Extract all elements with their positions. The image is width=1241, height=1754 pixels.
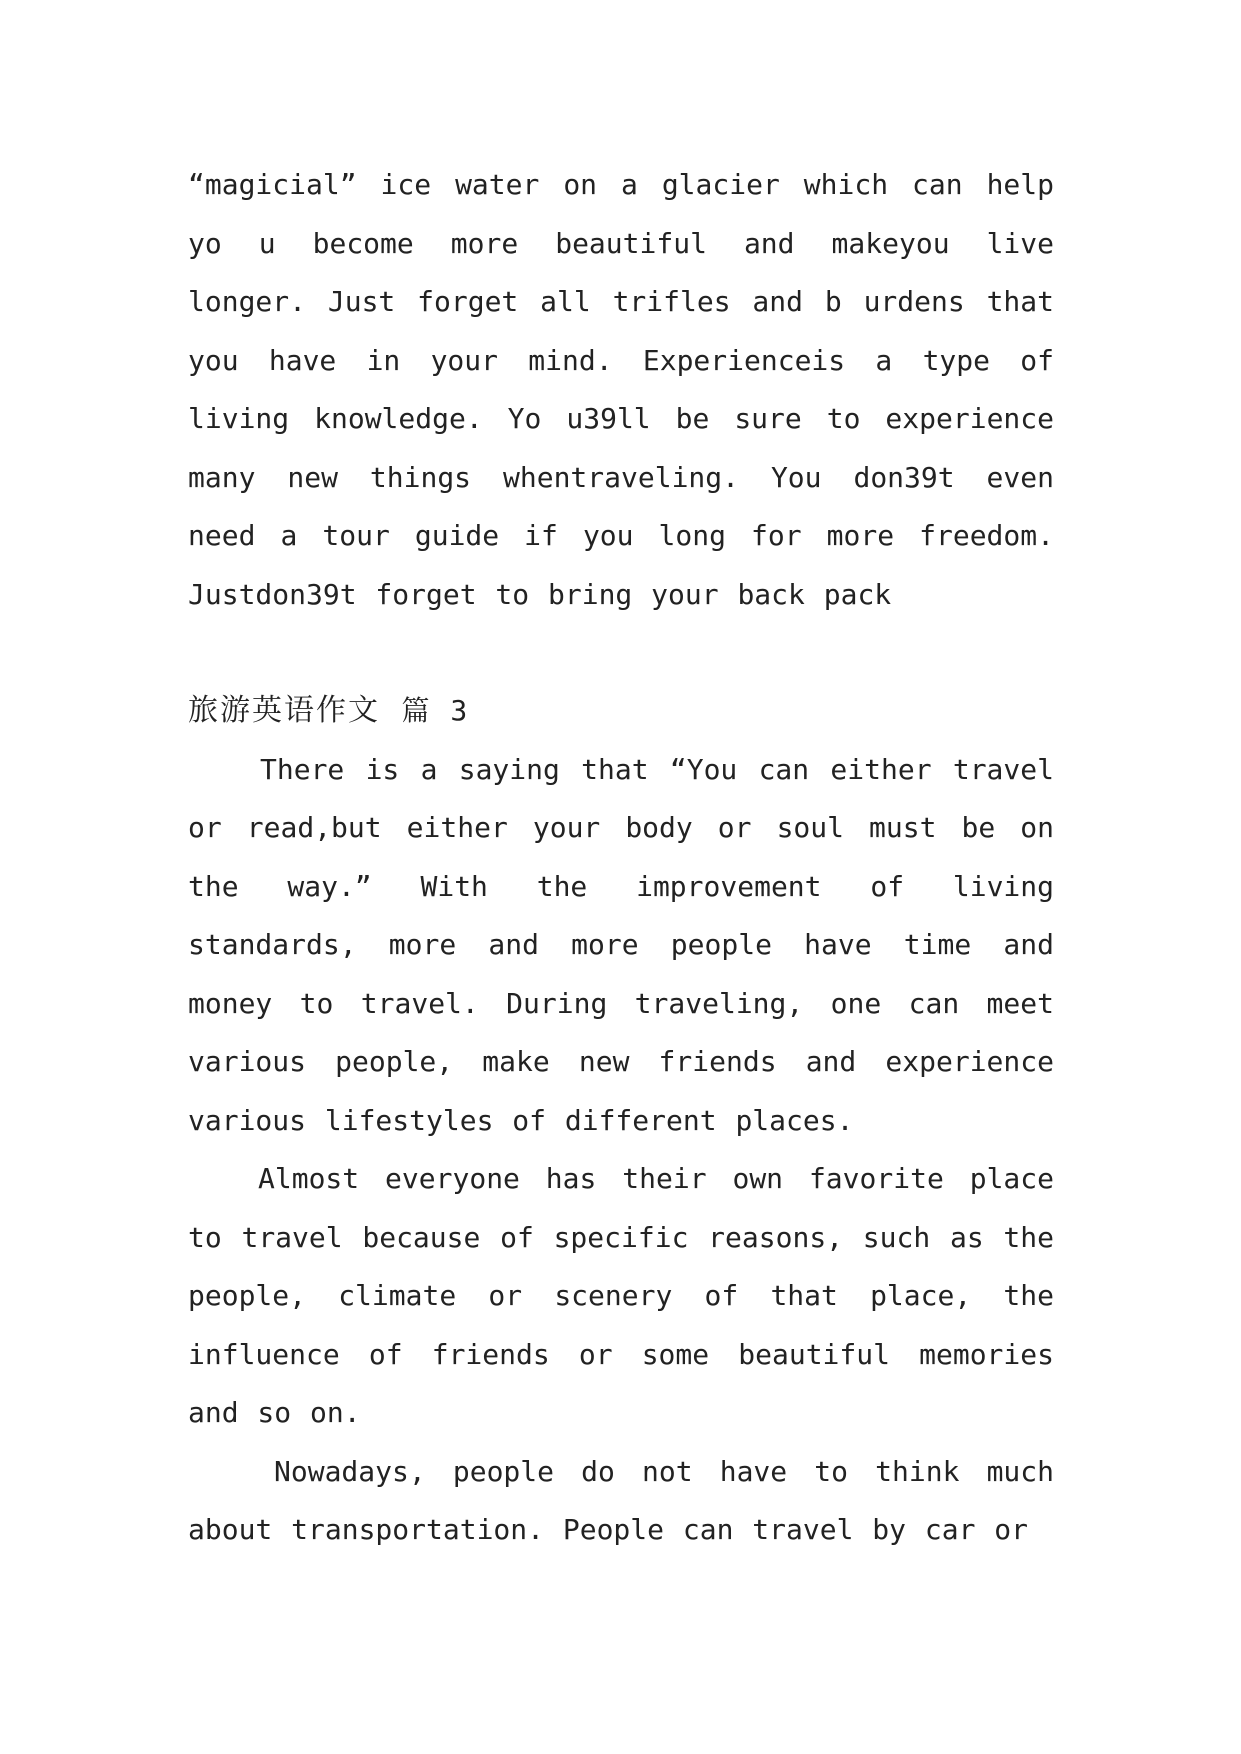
paragraph-3: Almost everyone has their own favorite place to travel because of specific reasons, such as the people, climate or scenery of that place, the influence of friends or some beautiful memories and so on. xyxy=(188,1162,1054,1429)
section-heading-number: 篇 3 xyxy=(401,694,470,727)
section-heading-title: 旅游英语作文 xyxy=(188,693,380,728)
paragraph-2: There is a saying that “You can either travel or read,but either your body or soul must be on the way.” With the improvement of living standards, more and more people have time and money to travel. During traveling, one can meet various people, make new friends and experience various lifestyles of different places. xyxy=(188,752,1054,1137)
document-body xyxy=(188,156,1054,1560)
paragraph-4: Nowadays, people do not have to think much about transportation. People can travel by car or xyxy=(188,1454,1054,1546)
section-heading xyxy=(188,682,1054,741)
paragraph-1: “magicial” ice water on a glacier which can help yo u become more beautiful and makeyou live longer. Just forget all trifles and b urdens that you have in your mind. Experienceis a type of living knowledge. Yo u39ll be sure to experience many new things whentraveling. You don39t even need a tour guide if you long for more freedom. Justdon39t forget to bring your back pack xyxy=(188,168,1054,611)
